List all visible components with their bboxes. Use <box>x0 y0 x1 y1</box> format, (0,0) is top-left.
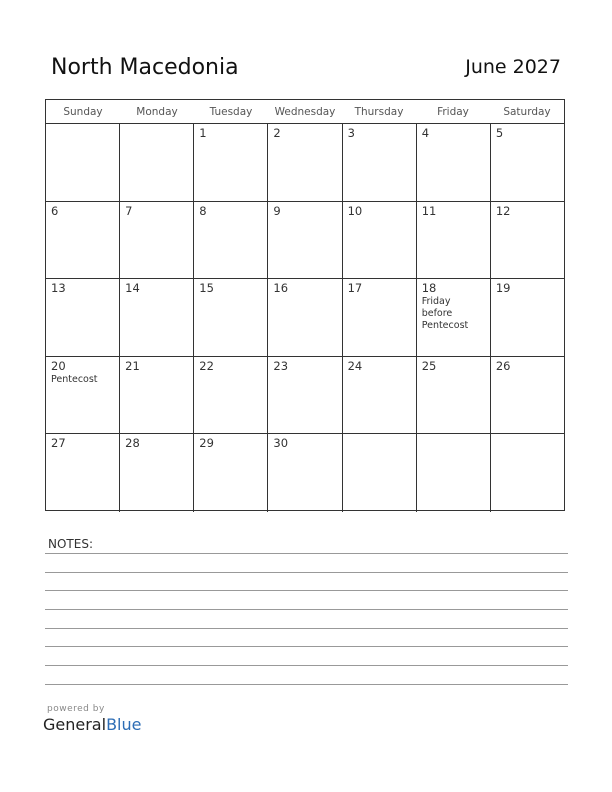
day-cell <box>417 124 491 201</box>
week-row <box>46 124 564 202</box>
day-number: 21 <box>125 358 140 373</box>
day-cell <box>46 124 120 201</box>
weekday-header-row <box>46 100 564 124</box>
calendar-grid <box>45 99 565 511</box>
day-number: 23 <box>273 358 289 373</box>
day-cell <box>343 202 417 279</box>
notes-line <box>45 665 568 666</box>
day-cell <box>491 357 564 434</box>
day-cell <box>194 202 268 279</box>
day-cell <box>120 357 194 434</box>
day-cell <box>268 357 342 434</box>
day-cell <box>46 202 120 279</box>
day-number: 29 <box>199 436 214 450</box>
week-row <box>46 434 564 512</box>
day-number: 15 <box>199 281 214 295</box>
day-number: 19 <box>495 281 511 295</box>
day-number: 26 <box>495 358 511 373</box>
day-number: 13 <box>51 281 66 295</box>
day-cell <box>194 357 268 434</box>
branding-logo <box>43 704 141 734</box>
week-row <box>46 357 564 435</box>
day-cell <box>120 124 194 201</box>
day-cell <box>120 434 194 512</box>
day-cell <box>343 279 417 356</box>
day-number: 9 <box>273 203 281 218</box>
weekday-sunday: Sunday <box>63 106 103 118</box>
day-cell <box>120 279 194 356</box>
day-number: 6 <box>51 203 59 218</box>
day-number: 10 <box>347 203 363 218</box>
day-number: 30 <box>273 436 289 450</box>
weekday-tuesday: Tuesday <box>209 106 253 118</box>
day-number: 12 <box>495 203 511 218</box>
day-number: 18 <box>421 281 437 295</box>
day-cell <box>268 202 342 279</box>
day-cell <box>268 279 342 356</box>
brand-name-blue: Blue <box>106 715 142 734</box>
day-cell <box>120 202 194 279</box>
day-number: 5 <box>495 126 504 140</box>
day-number: 16 <box>273 281 289 295</box>
notes-line <box>45 628 568 629</box>
day-number: 22 <box>199 358 214 373</box>
day-cell <box>343 357 417 434</box>
weekday-friday: Friday <box>437 106 469 118</box>
month-title: June 2027 <box>465 56 561 78</box>
day-cell <box>194 124 268 201</box>
notes-line <box>45 590 568 591</box>
day-cell <box>417 357 491 434</box>
day-cell <box>343 124 417 201</box>
day-cell <box>491 124 564 201</box>
weekday-monday: Monday <box>136 106 178 118</box>
day-cell <box>194 279 268 356</box>
day-number: 14 <box>125 281 140 295</box>
day-cell <box>268 124 342 201</box>
day-cell <box>194 434 268 512</box>
day-cell <box>268 434 342 512</box>
day-cell <box>46 357 120 434</box>
day-number: 4 <box>421 126 430 140</box>
holiday-label: Pentecost <box>51 373 98 385</box>
notes-line <box>45 572 568 573</box>
day-number: 11 <box>421 203 437 218</box>
holiday-label: Friday before Pentecost <box>421 296 469 331</box>
brand-name <box>43 715 141 734</box>
notes-line <box>45 646 568 647</box>
day-number: 20 <box>51 358 66 373</box>
brand-name-general: General <box>43 715 107 734</box>
day-cell <box>417 279 491 356</box>
country-title: North Macedonia <box>51 55 239 80</box>
day-cell <box>46 279 120 356</box>
weekday-saturday: Saturday <box>503 106 551 118</box>
weekday-wednesday: Wednesday <box>274 106 336 118</box>
day-number: 7 <box>125 203 133 218</box>
notes-line <box>45 684 568 685</box>
week-row <box>46 279 564 357</box>
day-number: 3 <box>347 126 355 140</box>
day-cell <box>491 434 564 512</box>
day-number: 27 <box>51 436 66 450</box>
day-number: 28 <box>125 436 140 450</box>
notes-label: NOTES: <box>48 537 93 551</box>
day-number: 17 <box>347 281 363 295</box>
day-cell <box>417 434 491 512</box>
day-cell <box>46 434 120 512</box>
day-number: 2 <box>273 126 281 140</box>
notes-line <box>45 609 568 610</box>
day-cell <box>491 279 564 356</box>
notes-line <box>45 553 568 554</box>
week-row <box>46 202 564 280</box>
day-number: 25 <box>421 358 437 373</box>
day-number: 8 <box>199 203 207 218</box>
day-cell <box>417 202 491 279</box>
powered-by-text: powered by <box>47 704 105 714</box>
day-cell <box>491 202 564 279</box>
day-number: 24 <box>347 358 363 373</box>
day-cell <box>343 434 417 512</box>
weekday-thursday: Thursday <box>354 106 404 118</box>
day-number: 1 <box>199 126 207 140</box>
